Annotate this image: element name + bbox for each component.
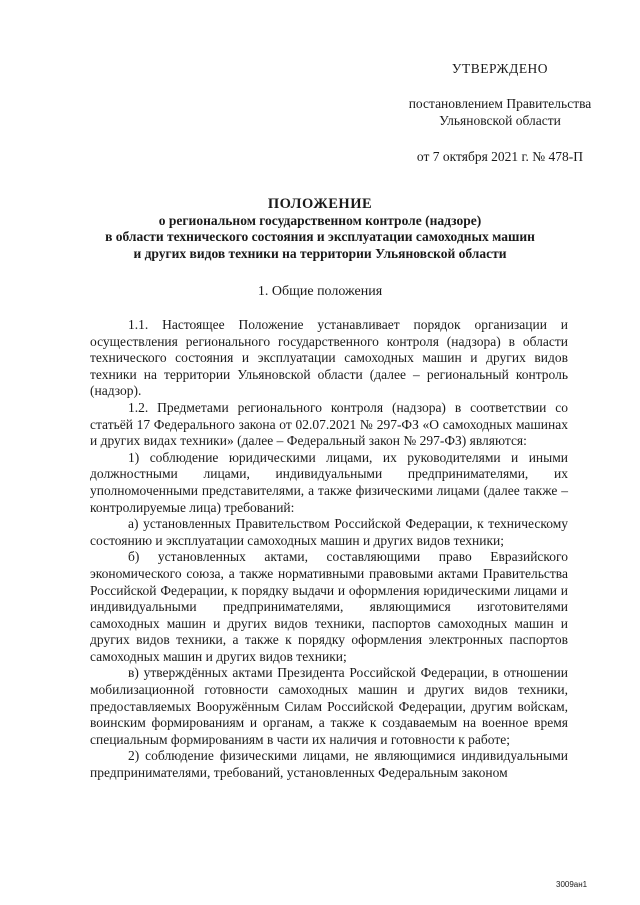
- paragraph-1-2: 1.2. Предметами регионального контроля (надзора) в соответствии со статьёй 17 Федерального закона от 02.07.2021 № 297-ФЗ «О самоходных машинах и других видах техники» (далее – Федеральный закон № 297-ФЗ) являются:: [90, 399, 568, 449]
- document-body: [90, 317, 568, 782]
- approval-block: [390, 60, 610, 165]
- paragraph-item-b: б) установленных актами, составляющими право Евразийского экономического союза, а также нормативными правовыми актами Правительства Российской Федерации, к порядку выдачи и оформления юридическими лицами и индивидуальными предпринимателями, являющимися изготовителями самоходных машин и других видов техники, паспортов самоходных машин и других видов техники, а также к порядку оформления электронных паспортов самоходных машин и других видов техники;: [90, 549, 568, 664]
- title-line-2: в области технического состояния и эксплуатации самоходных машин: [105, 229, 535, 244]
- paragraph-item-v: в) утверждённых актами Президента Российской Федерации, в отношении мобилизационной готовности самоходных машин и других видов техники, предоставляемых Вооружённым Силам Российской Федерации, другим войскам, воинским формированиям и органам, а также к создаваемым на военное время специальным формированиям в части их наличия и готовности к работе;: [90, 665, 568, 747]
- paragraph-1-1: 1.1. Настоящее Положение устанавливает порядок организации и осуществления регионального государственного контроля (надзора) в области технического состояния и эксплуатации самоходных машин и других видов техники на территории Ульяновской области (далее – региональный контроль (надзор).: [90, 317, 568, 399]
- footer-code: 3009ан1: [556, 880, 588, 889]
- paragraph-item-1: 1) соблюдение юридическими лицами, их руководителями и иными должностными лицами, индивидуальными предпринимателями, их уполномоченными представителями, а также физическими лицами (далее также – контролируемые лица) требований:: [90, 449, 568, 515]
- title-line-1: о региональном государственном контроле (надзоре): [158, 212, 482, 228]
- document-title: [100, 196, 540, 262]
- approval-stamp: УТВЕРЖДЕНО: [451, 61, 549, 76]
- paragraph-item-a: а) установленных Правительством Российской Федерации, к техническому состоянию и эксплуатации самоходных машин и других видов техники;: [90, 516, 568, 548]
- approval-line-2: Ульяновской области: [439, 113, 561, 128]
- paragraph-item-2: 2) соблюдение физическими лицами, не являющимися индивидуальными предпринимателями, требований, установленных Федеральным законом: [90, 748, 568, 781]
- section-heading: 1. Общие положения: [257, 284, 383, 299]
- approval-date: от 7 октября 2021 г. № 478-П: [416, 149, 584, 164]
- title-head: ПОЛОЖЕНИЕ: [267, 196, 373, 212]
- title-line-3: и других видов техники на территории Ульяновской области: [133, 245, 507, 261]
- approval-line-1: постановлением Правительства: [408, 96, 592, 111]
